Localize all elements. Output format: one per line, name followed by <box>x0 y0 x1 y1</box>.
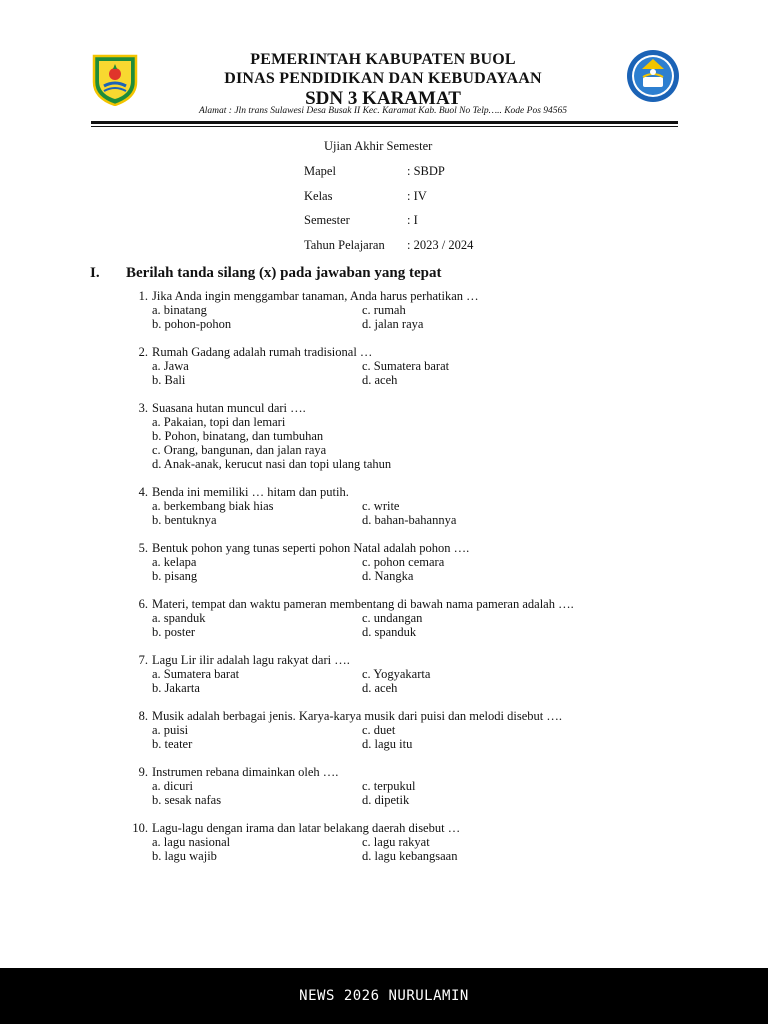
option-c: c. write <box>362 499 400 513</box>
info-label: Kelas <box>304 189 333 203</box>
info-value: : SBDP <box>407 164 445 178</box>
option-d: d. dipetik <box>362 793 410 807</box>
question-text: Benda ini memiliki … hitam dan putih. <box>152 485 349 499</box>
info-value: : I <box>407 213 418 227</box>
question-number: 8. <box>138 709 148 723</box>
question-number: 5. <box>138 541 148 555</box>
footer-text: NEWS 2026 NURULAMIN <box>299 988 469 1004</box>
option-a: a. Pakaian, topi dan lemari <box>152 415 286 429</box>
question-text: Rumah Gadang adalah rumah tradisional … <box>152 345 373 359</box>
option-a: a. puisi <box>152 723 189 737</box>
exam-title: Ujian Akhir Semester <box>324 139 433 153</box>
option-c: c. duet <box>362 723 396 737</box>
question-number: 10. <box>132 821 148 835</box>
option-b: b. bentuknya <box>152 513 217 527</box>
option-b: b. Jakarta <box>152 681 200 695</box>
header-divider-thick <box>91 121 678 124</box>
question-number: 6. <box>138 597 148 611</box>
question-number: 9. <box>138 765 148 779</box>
info-value: : IV <box>407 189 427 203</box>
info-label: Tahun Pelajaran <box>304 238 385 252</box>
option-b: b. sesak nafas <box>152 793 222 807</box>
section-instruction: Berilah tanda silang (x) pada jawaban yang tepat <box>126 265 442 281</box>
question-number: 3. <box>138 401 148 415</box>
option-a: a. spanduk <box>152 611 206 625</box>
option-c: c. undangan <box>362 611 423 625</box>
option-b: b. Bali <box>152 373 186 387</box>
option-b: b. poster <box>152 625 196 639</box>
option-b: b. Pohon, binatang, dan tumbuhan <box>152 429 324 443</box>
question-number: 4. <box>138 485 148 499</box>
option-c: c. pohon cemara <box>362 555 445 569</box>
info-value: : 2023 / 2024 <box>407 238 474 252</box>
question-text: Suasana hutan muncul dari …. <box>152 401 306 415</box>
header-divider-thin <box>91 126 678 127</box>
option-d: d. aceh <box>362 373 398 387</box>
question-number: 2. <box>138 345 148 359</box>
letterhead <box>150 50 616 110</box>
option-c: c. Yogyakarta <box>362 667 431 681</box>
option-d: d. bahan-bahannya <box>362 513 457 527</box>
info-label: Semester <box>304 213 350 227</box>
option-d: d. aceh <box>362 681 398 695</box>
option-a: a. Sumatera barat <box>152 667 240 681</box>
option-b: b. pohon-pohon <box>152 317 232 331</box>
option-b: b. lagu wajib <box>152 849 217 863</box>
question-text: Instrumen rebana dimainkan oleh …. <box>152 765 339 779</box>
option-c: c. lagu rakyat <box>362 835 430 849</box>
question-text: Materi, tempat dan waktu pameran membentang di bawah nama pameran adalah …. <box>152 597 574 611</box>
info-label: Mapel <box>304 164 336 178</box>
option-d: d. spanduk <box>362 625 417 639</box>
question-text: Lagu-lagu dengan irama dan latar belakang daerah disebut … <box>152 821 461 835</box>
tut-wuri-handayani-icon <box>626 49 680 103</box>
option-a: a. binatang <box>152 303 207 317</box>
government-name: PEMERINTAH KABUPATEN BUOL <box>250 51 516 68</box>
question-text: Jika Anda ingin menggambar tanaman, Anda harus perhatikan … <box>152 289 479 303</box>
school-name: SDN 3 KARAMAT <box>305 88 461 109</box>
option-a: a. dicuri <box>152 779 193 793</box>
option-c: c. Sumatera barat <box>362 359 450 373</box>
question-text: Lagu Lir ilir adalah lagu rakyat dari …. <box>152 653 350 667</box>
option-d: d. jalan raya <box>362 317 424 331</box>
option-d: d. Nangka <box>362 569 414 583</box>
section-number: I. <box>90 265 100 281</box>
school-address: Alamat : Jln trans Sulawesi Desa Busak II Kec. Karamat Kab. Buol No Telp….. Kode Pos 94565 <box>198 106 568 116</box>
option-b: b. teater <box>152 737 193 751</box>
option-a: a. lagu nasional <box>152 835 231 849</box>
option-c: c. Orang, bangunan, dan jalan raya <box>152 443 327 457</box>
option-d: d. lagu kebangsaan <box>362 849 458 863</box>
footer-banner <box>0 968 768 1024</box>
option-d: d. Anak-anak, kerucut nasi dan topi ulang tahun <box>152 457 392 471</box>
question-text: Bentuk pohon yang tunas seperti pohon Natal adalah pohon …. <box>152 541 470 555</box>
option-a: a. Jawa <box>152 359 189 373</box>
question-number: 1. <box>138 289 148 303</box>
option-c: c. terpukul <box>362 779 416 793</box>
option-a: a. berkembang biak hias <box>152 499 274 513</box>
option-d: d. lagu itu <box>362 737 413 751</box>
question-text: Musik adalah berbagai jenis. Karya-karya musik dari puisi dan melodi disebut …. <box>152 709 562 723</box>
department-name: DINAS PENDIDIKAN DAN KEBUDAYAAN <box>224 70 542 87</box>
option-a: a. kelapa <box>152 555 197 569</box>
buol-emblem-icon <box>90 52 140 106</box>
option-b: b. pisang <box>152 569 198 583</box>
question-number: 7. <box>138 653 148 667</box>
option-c: c. rumah <box>362 303 406 317</box>
